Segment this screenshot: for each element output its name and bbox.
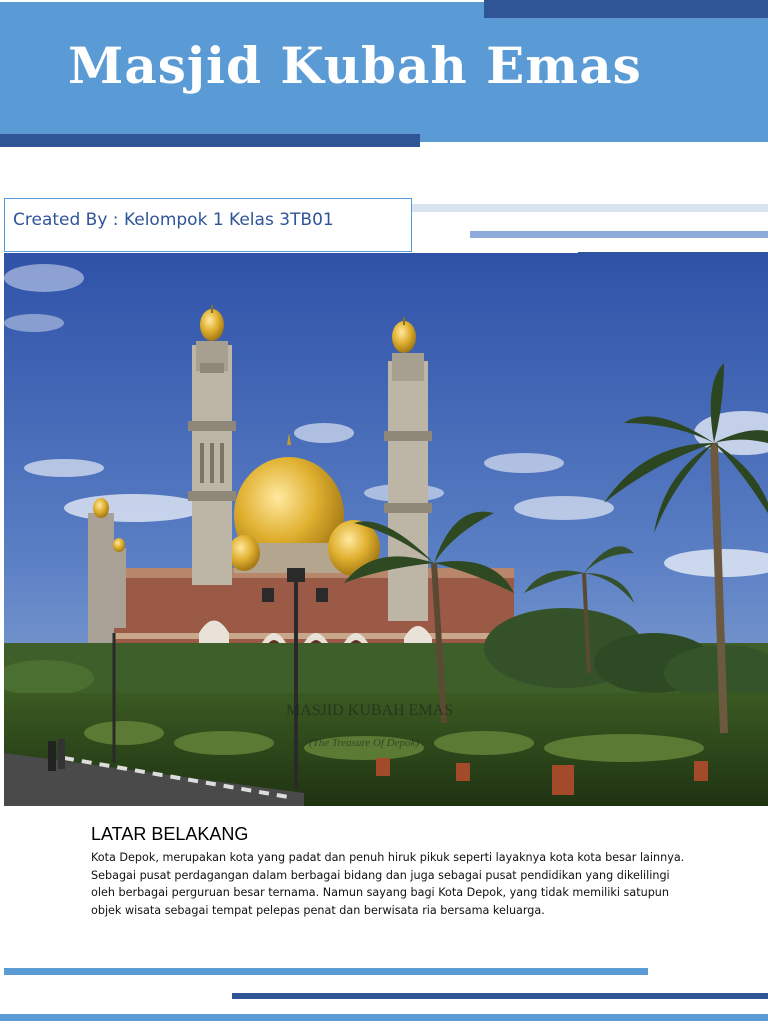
page-title: Masjid Kubah Emas — [68, 36, 642, 95]
footer-stripe — [4, 968, 648, 975]
footer-stripe — [232, 993, 768, 999]
header-accent-bar — [484, 0, 768, 18]
header-divider-light — [420, 138, 768, 142]
credit-text: Created By : Kelompok 1 Kelas 3TB01 — [13, 210, 334, 230]
section-heading: LATAR BELAKANG — [91, 824, 249, 844]
section-body: Kota Depok, merupakan kota yang padat dan penuh hiruk pikuk seperti layaknya kota kota besar lainnya. Sebagai pusat perdagangan dalam berbagai bidang dan juga sebagai pusat pendidikan yang dikelilingi oleh berbagai perguruan besar ternama. Namun sayang bagi Kota Depok, yang tidak memiliki satupun objek wisata sebagai tempat pelepas penat dan berwisata ria bersama keluarga. — [91, 851, 685, 917]
credit-box — [4, 198, 412, 252]
photo-caption-subtitle: (The Treasure Of Depok) — [309, 737, 420, 749]
photo-caption-title: MASJID KUBAH EMAS — [286, 702, 454, 719]
header-divider-dark — [0, 134, 420, 147]
decorative-stripe — [470, 231, 768, 238]
decorative-stripe — [412, 204, 768, 212]
mosque-photo — [4, 253, 768, 806]
footer-stripe — [0, 1014, 768, 1021]
